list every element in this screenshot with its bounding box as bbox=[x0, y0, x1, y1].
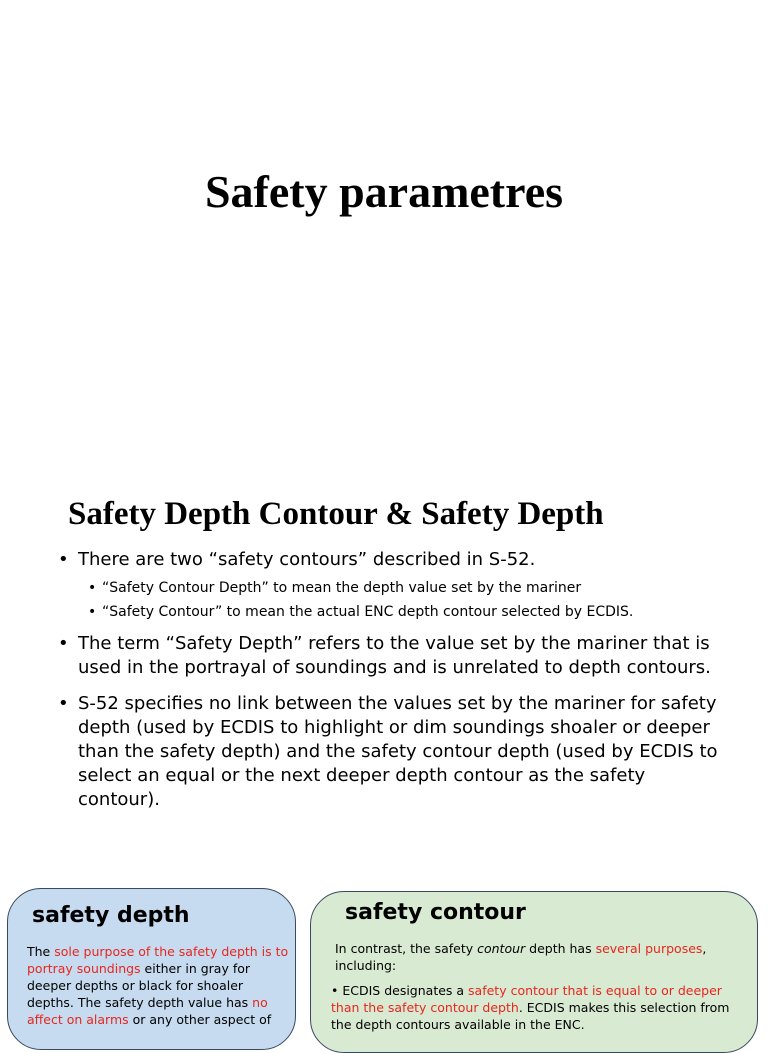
sub-bullet-text: “Safety Contour” to mean the actual ENC depth contour selected by ECDIS. bbox=[102, 604, 634, 620]
section-title: Safety Depth Contour & Safety Depth bbox=[68, 496, 604, 532]
sub-bullet-text: “Safety Contour Depth” to mean the depth value set by the mariner bbox=[102, 580, 582, 596]
bullet-item: • The term “Safety Depth” refers to the value set by the mariner that is used in the portrayal of soundings and is unrelated to depth contours. bbox=[58, 633, 711, 678]
sub-bullet-item: • “Safety Contour” to mean the actual ENC depth contour selected by ECDIS. bbox=[88, 604, 634, 620]
sub-bullet-item: • “Safety Contour Depth” to mean the depth value set by the mariner bbox=[88, 580, 582, 596]
slide-title: Safety parametres bbox=[204, 166, 564, 217]
bullet-list bbox=[58, 548, 718, 816]
safety-contour-box bbox=[310, 891, 758, 1053]
safety-depth-title: safety depth bbox=[32, 903, 190, 928]
safety-depth-box bbox=[7, 888, 296, 1050]
bullet-text: S-52 specifies no link between the values set by the mariner for safety depth (used by ECDIS to highlight or dim soundings shoaler or deeper than the safety depth) and the safety contour depth (used by ECDIS to select an equal or the next deeper depth contour as the safety contour). bbox=[78, 693, 718, 810]
safety-contour-title: safety contour bbox=[345, 900, 526, 925]
safety-depth-text: The sole purpose of the safety depth is to portray soundings either in gray for deeper depths or black for shoaler depths. The safety depth value has no affect on alarms or any other aspect of bbox=[27, 944, 289, 1027]
bullet-text: The term “Safety Depth” refers to the value set by the mariner that is used in the portrayal of soundings and is unrelated to depth contours. bbox=[78, 633, 711, 678]
bullet-item: • There are two “safety contours” described in S-52. bbox=[58, 549, 536, 570]
bullet-text: There are two “safety contours” described in S-52. bbox=[78, 549, 536, 570]
bullet-item: • S-52 specifies no link between the values set by the mariner for safety depth (used by ECDIS to highlight or dim soundings shoaler or deeper than the safety depth) and the safety contour depth (used by ECDIS to select an equal or the next deeper depth contour as the safety contour). bbox=[58, 693, 718, 810]
safety-contour-text: In contrast, the safety contour depth has several purposes, including: • ECDIS designates a safety contour that is equal to or deeper than the safety contour depth. ECDIS makes this selection from the depth contours available in the ENC. bbox=[331, 941, 730, 1032]
